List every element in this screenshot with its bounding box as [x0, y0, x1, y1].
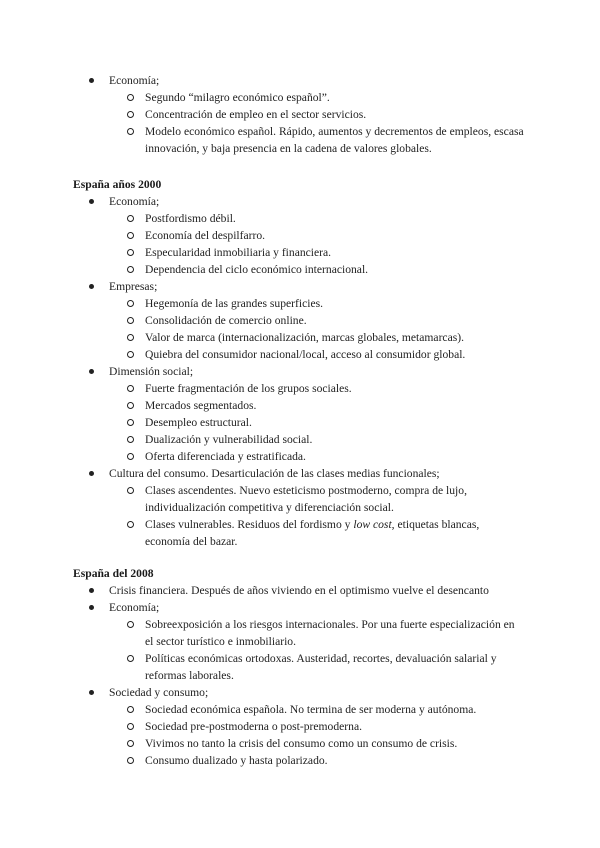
bullet-icon: [89, 284, 94, 289]
hollow-bullet-icon: [127, 351, 134, 358]
hollow-bullet-icon: [127, 436, 134, 443]
sub-list-item: Quiebra del consumidor nacional/local, acceso al consumidor global.: [109, 346, 545, 363]
hollow-bullet-icon: [127, 385, 134, 392]
sub-list-item: Sociedad económica española. No termina de ser moderna y autónoma.: [109, 701, 525, 718]
list-item: [0, 582, 600, 599]
section-2008-list: [0, 582, 600, 769]
sub-list-item: Dependencia del ciclo económico internacional.: [109, 261, 525, 278]
bullet-icon: [89, 588, 94, 593]
sub-list: [109, 295, 600, 363]
sub-list: [109, 210, 600, 278]
bullet-icon: [89, 471, 94, 476]
bullet-icon: [89, 605, 94, 610]
sub-list-item: Consumo dualizado y hasta polarizado.: [109, 752, 525, 769]
list-item-label: Economía;: [109, 601, 160, 614]
hollow-bullet-icon: [127, 317, 134, 324]
sub-list-item: Mercados segmentados.: [109, 397, 525, 414]
sub-list-item: Desempleo estructural.: [109, 414, 525, 431]
list-item-label: Economía;: [109, 74, 160, 87]
sub-list-item: Concentración de empleo en el sector servicios.: [109, 106, 525, 123]
sub-list-item: Sociedad pre-postmoderna o post-premoderna.: [109, 718, 525, 735]
list-item-label: Sociedad y consumo;: [109, 686, 209, 699]
list-item-label: Crisis financiera. Después de años viviendo en el optimismo vuelve el desencanto: [109, 584, 489, 597]
sub-list-item: Segundo “milagro económico español”.: [109, 89, 525, 106]
hollow-bullet-icon: [127, 300, 134, 307]
list-item-label: Dimensión social;: [109, 365, 194, 378]
sub-list-item: Postfordismo débil.: [109, 210, 525, 227]
top-list: [0, 72, 600, 157]
list-item: [0, 193, 600, 278]
sub-list-item: Valor de marca (internacionalización, marcas globales, metamarcas).: [109, 329, 545, 346]
italic-term: low cost,: [353, 518, 395, 531]
hollow-bullet-icon: [127, 215, 134, 222]
section-heading-2000: España años 2000: [73, 178, 162, 191]
sub-list-item: Clases vulnerables. Residuos del fordismo y low cost, etiquetas blancas, economía del bazar.: [109, 516, 525, 550]
hollow-bullet-icon: [127, 249, 134, 256]
sub-list-item: Dualización y vulnerabilidad social.: [109, 431, 525, 448]
hollow-bullet-icon: [127, 419, 134, 426]
list-item-label: Empresas;: [109, 280, 158, 293]
hollow-bullet-icon: [127, 621, 134, 628]
list-item: [0, 363, 600, 465]
hollow-bullet-icon: [127, 757, 134, 764]
list-item: [0, 278, 600, 363]
sub-list-item: Hegemonía de las grandes superficies.: [109, 295, 525, 312]
bullet-icon: [89, 690, 94, 695]
sub-list: [109, 616, 600, 684]
sub-list-item: Fuerte fragmentación de los grupos sociales.: [109, 380, 525, 397]
hollow-bullet-icon: [127, 655, 134, 662]
sub-list-item: Vivimos no tanto la crisis del consumo como un consumo de crisis.: [109, 735, 525, 752]
sub-list: [109, 89, 600, 157]
sub-list-item: Clases ascendentes. Nuevo esteticismo postmoderno, compra de lujo, individualización competitiva y diferenciación social.: [109, 482, 525, 516]
section-2000-list: [0, 193, 600, 550]
sub-list-item: Sobreexposición a los riesgos internacionales. Por una fuerte especialización en el sector turístico e inmobiliario.: [109, 616, 525, 650]
sub-list-item: Consolidación de comercio online.: [109, 312, 525, 329]
sub-list-item: Oferta diferenciada y estratificada.: [109, 448, 525, 465]
sub-list-item: Economía del despilfarro.: [109, 227, 525, 244]
hollow-bullet-icon: [127, 402, 134, 409]
hollow-bullet-icon: [127, 487, 134, 494]
sub-list: [109, 380, 600, 465]
hollow-bullet-icon: [127, 706, 134, 713]
bullet-icon: [89, 199, 94, 204]
hollow-bullet-icon: [127, 723, 134, 730]
list-item-label: Cultura del consumo. Desarticulación de las clases medias funcionales;: [109, 467, 440, 480]
list-item: [0, 599, 600, 684]
section-heading-2008: España del 2008: [73, 567, 154, 580]
hollow-bullet-icon: [127, 111, 134, 118]
hollow-bullet-icon: [127, 266, 134, 273]
list-item: [0, 465, 600, 550]
hollow-bullet-icon: [127, 521, 134, 528]
list-item: [0, 72, 600, 157]
list-item-label: Economía;: [109, 195, 160, 208]
hollow-bullet-icon: [127, 128, 134, 135]
list-item: [0, 684, 600, 769]
sub-list-item: Modelo económico español. Rápido, aumentos y decrementos de empleos, escasa innovación, y baja presencia en la cadena de valores globales.: [109, 123, 525, 157]
sub-list-item: Políticas económicas ortodoxas. Austeridad, recortes, devaluación salarial y reformas laborales.: [109, 650, 525, 684]
hollow-bullet-icon: [127, 334, 134, 341]
bullet-icon: [89, 369, 94, 374]
sub-list: [109, 482, 600, 550]
sub-list-item: Especularidad inmobiliaria y financiera.: [109, 244, 525, 261]
bullet-icon: [89, 78, 94, 83]
hollow-bullet-icon: [127, 94, 134, 101]
hollow-bullet-icon: [127, 740, 134, 747]
sub-list: [109, 701, 600, 769]
hollow-bullet-icon: [127, 232, 134, 239]
hollow-bullet-icon: [127, 453, 134, 460]
